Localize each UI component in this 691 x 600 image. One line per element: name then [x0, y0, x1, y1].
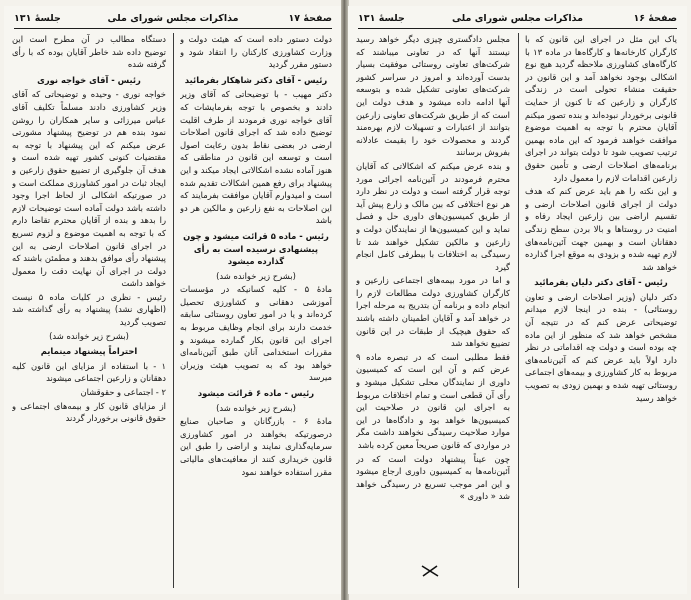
right-page — [348, 6, 687, 594]
left-session-label: جلسهٔ ۱۳۱ — [14, 13, 61, 24]
left-page-number: صفحهٔ ۱۷ — [288, 13, 332, 24]
paragraph: مجلس دادگستری چیزی دیگر خواهد رسید نیستند آنها که در تعاونی میباشند که شرکت‌های تعاونی روستائی موفقیت بسیار بدست آورده‌اند و امروز در سراسر کشور شرکت‌های تعاونی تشکیل شده و بتوسعه آنها ادامه داده میشود و هدف دولت این است که از طریق شرکت‌های تعاونی زارعین بتوانند از اعتبارات و تسهیلات لازم بهره‌مند گردند و محصولات خود را بقیمت عادلانه بفروش برسانند — [356, 34, 510, 158]
right-journal-title: مذاکرات مجلس شورای ملی — [452, 13, 583, 24]
reading-note: (بشرح زیر خوانده شد) — [216, 270, 296, 281]
left-page-column-2 — [12, 33, 166, 588]
paragraph: ۲ - اجتماعی و حقوقشان — [80, 387, 166, 398]
paragraph: از مزایای قانون کار و بیمه‌های اجتماعی و حقوق قانونی برخوردار گردند — [12, 400, 166, 424]
left-journal-title: مذاکرات مجلس شورای ملی — [107, 13, 239, 24]
paragraph: چون عیناً پیشنهاد دولت است که در آئین‌نامه‌ها به کمیسیون داوری ارجاع میشود و این امر موجب تسریع در رسیدگی خواهد شد « داوری » — [356, 453, 510, 502]
reading-note: (بشرح زیر خوانده شد) — [49, 330, 129, 341]
right-session-label: جلسهٔ ۱۳۱ — [358, 13, 405, 24]
speaker-line: رئیس - ماده ۵ قرائت میشود و چون پیشنهادی نرسیده است به رأی گذارده میشود — [183, 230, 329, 267]
left-page-header — [14, 12, 332, 29]
speaker-line: رئیس - آقای دکتر دلیان بفرمائید — [534, 277, 668, 288]
speaker-line: احتراماً پیشنهاد مینمایم — [40, 346, 138, 357]
paragraph: خواجه نوری - وحیده و توضیحاتی که آقای وزیر کشاورزی دادند مسلماً تکلیف آقای عباس میرزائی و سایر همکاران را روشن نمود بنده هم در توضیح پیشنهاد مشورتی عرض میکنم که این پیشنهاد با توجه به مقتضیات کنونی کشور تهیه شده است و هدف آن جلوگیری از تضییع حقوق زارعین و ایجاد ثبات در امور کشاورزی مملکت است و در صورتیکه اشکالی از لحاظ اجرا وجود داشته باشد دولت آماده است توضیحات لازم را بدهد و بنده از آقایان محترم تقاضا دارم که با توجه به اهمیت موضوع و لزوم تسریع در اجرای قانون اصلاحات ارضی به این پیشنهاد رأی موافق بدهند و مطمئن باشند که دولت در اجرای آن نهایت دقت را معمول خواهد داشت — [12, 89, 166, 289]
right-page-number: صفحهٔ ۱۶ — [633, 13, 677, 24]
speaker-line: رئیس - آقای خواجه نوری — [37, 74, 141, 85]
paragraph: فقط مطلبی است که در تبصره ماده ۹ عرض کنم و آن این است که کمیسیون داوری از نمایندگان محلی تشکیل میشود و رأی آن قطعی است و تمام اختلافات مربوط به اجرای این قانون در صلاحیت این کمیسیون‌ها خواهد بود و دادگاه‌ها در این موارد صلاحیت رسیدگی نخواهند داشت مگر در مواردی که قانون صریحاً معین کرده باشد — [356, 351, 510, 450]
column-divider — [518, 33, 519, 588]
column-divider — [173, 33, 174, 588]
reading-note: (بشرح زیر خوانده شد) — [216, 402, 296, 413]
speaker-line: رئیس - ماده ۶ قرائت میشود — [197, 388, 315, 399]
paragraph: مادهٔ ۵ - کلیه کسانیکه در مؤسسات آموزشی دهقانی و کشاورزی تحصیل کرده‌اند و یا در امور تعاون روستائی سابقه خدمت دارند برای انجام وظایف مربوط به اجرای این قانون بکار گمارده میشوند و مقررات استخدامی آنان طبق آئین‌نامه‌ای خواهد بود که به تصویب هیئت وزیران میرسد — [180, 284, 332, 383]
paragraph: دستگاه مطالب در آن مطرح است این توضیح داده شد خاطر آقایان بوده که با رأی گرفته شده — [12, 34, 166, 70]
paragraph: ۱ - با استفاده از مزایای این قانون کلیه دهقانان و زارعین اجتماعی میشوند — [12, 360, 166, 384]
right-page-column-1 — [525, 33, 677, 588]
paragraph: دکتر مهیب - با توضیحاتی که آقای وزیر دادند و بخصوص با توجه بفرمایشات که آقای خواجه نوری فرمودند از طرف اقلیت توضیح داده شد که اجرای قانون اصلاحات ارضی در بعضی نقاط بدون رعایت اصول است و توسعه این قانون در مناطقی که هنوز آماده نشده اشکالاتی ایجاد میکند و این پیشنهاد برای رفع همین اشکالات تقدیم شده است و امیدوارم آقایان موافقت بفرمایند که این اصلاحات به نفع زارعین و مالکین هر دو باشد — [180, 89, 332, 226]
paragraph: دکتر دلیان (وزیر اصلاحات ارضی و تعاون روستائی) - بنده در اینجا لازم میدانم توضیحاتی عرض کنم که در نتیجه آن مشخص خواهد شد که منظور از این ماده چه بوده است و دولت چه اقداماتی در نظر دارد اولاً باید عرض کنم که آئین‌نامه‌های مربوط به کار کشاورزی و بیمه‌های اجتماعی روستائی تهیه شده و بهمین زودی به تصویب خواهد رسید — [525, 291, 677, 403]
right-page-column-2 — [356, 33, 510, 588]
paragraph: رئیس - نظری در کلیات ماده ۵ نیست (اظهاری نشد) پیشنهاد به رأی گذاشته شد تصویب گردید — [12, 291, 166, 328]
paragraph: و بنده عرض میکنم که اشکالاتی که آقایان محترم فرمودند در آئین‌نامه اجرائی مورد توجه قرار گرفته است و دولت در نظر دارد هر نوع اختلافی که بین مالک و زارع پیش آید از طریق کمیسیون‌های داوری حل و فصل نماید و این کمیسیون‌ها از نمایندگان دولت و زارعین و مالکین تشکیل خواهند شد تا رسیدگی به اختلافات با بیطرفی کامل انجام گیرد — [356, 160, 510, 272]
paragraph: دولت دستور داده است که هیئت دولت و وزارت کشاورزی کارکنان را انتقاد شود و دستور مقرر گردید — [180, 34, 332, 70]
left-page — [4, 6, 342, 594]
right-page-header — [358, 12, 677, 29]
paragraph: مادهٔ ۶ - بازرگانان و صاحبان صنایع درصورتیکه بخواهند در امور کشاورزی سرمایه‌گذاری نمایند و اراضی را طبق این قانون خریداری کنند از معافیت‌های مالیاتی مقرر استفاده خواهند نمود — [180, 416, 332, 477]
paragraph: و اما در مورد بیمه‌های اجتماعی زارعین و کارگران کشاورزی دولت مطالعات لازم را انجام داده و برنامه آن بتدریج به مرحله اجرا در خواهد آمد و آقایان اطمینان داشته باشند که حقوق هیچیک از طبقات در این قانون تضییع نخواهد شد — [356, 275, 510, 349]
handwritten-x-mark — [420, 564, 440, 578]
paragraph: یاک این مثل در اجرای این قانون که با کارگران کارخانه‌ها و کارگاه‌ها در ماده ۱۳ با کارگاه‌های کشاورزی ملاحظه گردید هیچ نوع اشکالی بوجود نخواهد آمد و این قانون در حقیقت منشاء تحولی است در زندگی کارگران و زارعین که تا کنون از حمایت قانونی برخوردار نبوده‌اند و بنده تصور میکنم آقایان محترم با توجه به اهمیت موضوع موافقت خواهند فرمود که این ماده بهمین ترتیب تصویب شود تا دولت بتواند در اجرای برنامه‌های اصلاحات ارضی و تأمین حقوق زارعین اقدامات لازم را معمول دارد — [525, 34, 677, 183]
paragraph: و این نکته را هم باید عرض کنم که هدف دولت از اجرای قانون اصلاحات ارضی و تقسیم اراضی بین زارعین ایجاد رفاه و امنیت در روستاها و بالا بردن سطح زندگی دهقانان است و بهمین جهت آئین‌نامه‌های لازم تهیه شده و بزودی به موقع اجرا گذارده خواهد شد — [525, 186, 677, 272]
left-page-column-1 — [180, 33, 332, 588]
speaker-line: رئیس - آقای دکتر شاهکار بفرمائید — [184, 74, 328, 85]
